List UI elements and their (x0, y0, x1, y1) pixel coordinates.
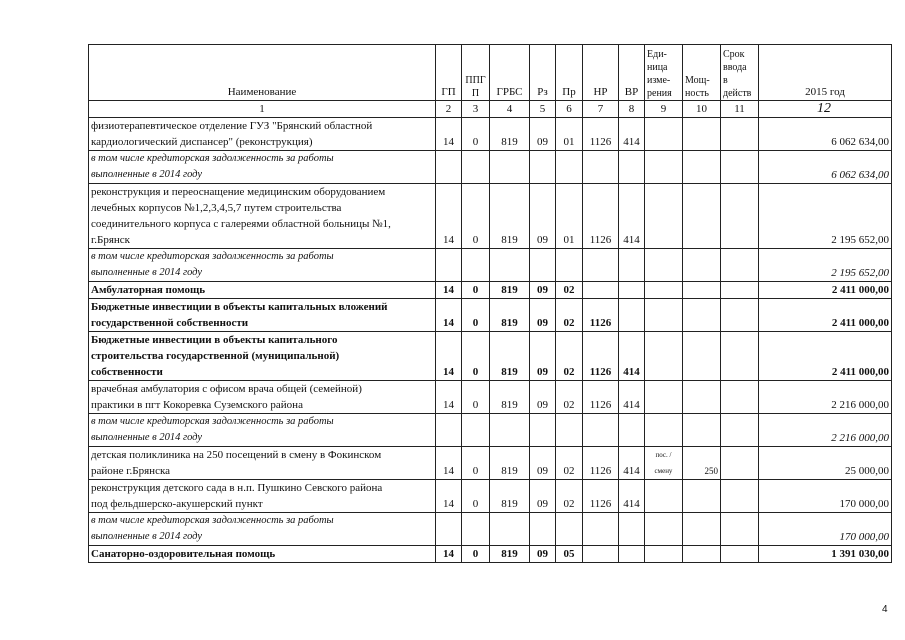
cell-ppg (462, 151, 490, 184)
cell-term (721, 282, 759, 299)
cell-unit: пос. / смену (645, 447, 683, 480)
budget-table (88, 44, 892, 563)
cell-pr (556, 151, 583, 184)
header-nr: НР (583, 45, 619, 101)
row-name-line: государственной собственности (91, 317, 249, 329)
cell-nr (583, 414, 619, 447)
cell-unit (645, 513, 683, 546)
cell-grbs: 819 (490, 480, 530, 513)
cell-grbs (490, 513, 530, 546)
row-name-line: под фельдшерско-акушерский пункт (91, 498, 263, 510)
header-year: 2015 год (759, 45, 892, 101)
cell-rz (530, 249, 556, 282)
row-name (89, 480, 436, 513)
col-num-8: 8 (619, 101, 645, 118)
cell-pr: 02 (556, 282, 583, 299)
cell-unit (645, 381, 683, 414)
row-name-line: г.Брянск (91, 234, 131, 246)
cell-rz: 09 (530, 546, 556, 563)
cell-grbs: 819 (490, 447, 530, 480)
header-capacity: Мощ- ность (683, 45, 721, 101)
column-number-row (89, 101, 892, 118)
cell-amount: 170 000,00 (759, 480, 892, 513)
cell-amount: 170 000,00 (759, 513, 892, 546)
header-vr: ВР (619, 45, 645, 101)
row-name (89, 513, 436, 546)
cell-rz (530, 151, 556, 184)
cell-vr: 414 (619, 447, 645, 480)
cell-ppg: 0 (462, 546, 490, 563)
col-num-1: 1 (89, 101, 436, 118)
cell-ppg: 0 (462, 184, 490, 249)
row-name (89, 546, 436, 563)
col-num-10: 10 (683, 101, 721, 118)
cell-rz: 09 (530, 282, 556, 299)
cell-unit (645, 282, 683, 299)
cell-nr: 1126 (583, 480, 619, 513)
row-name-line: в том числе кредиторская задолженность за работы (91, 153, 334, 164)
cell-ppg: 0 (462, 118, 490, 151)
cell-gp (436, 249, 462, 282)
cell-unit (645, 249, 683, 282)
col-num-5: 5 (530, 101, 556, 118)
header-term: Срок ввода в действ (721, 45, 759, 101)
cell-term (721, 447, 759, 480)
cell-gp: 14 (436, 184, 462, 249)
cell-vr: 414 (619, 184, 645, 249)
table-row (89, 184, 892, 249)
cell-term (721, 249, 759, 282)
cell-pr: 01 (556, 184, 583, 249)
table-row (89, 447, 892, 480)
cell-unit (645, 414, 683, 447)
cell-ppg: 0 (462, 299, 490, 332)
cell-term (721, 299, 759, 332)
table-row (89, 381, 892, 414)
row-name (89, 381, 436, 414)
cell-grbs (490, 249, 530, 282)
row-name-line: в том числе кредиторская задолженность за работы (91, 515, 334, 526)
cell-nr: 1126 (583, 447, 619, 480)
cell-grbs: 819 (490, 282, 530, 299)
cell-gp: 14 (436, 118, 462, 151)
cell-amount: 2 195 652,00 (759, 184, 892, 249)
cell-grbs: 819 (490, 118, 530, 151)
cell-cap (683, 381, 721, 414)
cell-rz (530, 513, 556, 546)
row-name-line: Бюджетные инвестиции в объекты капитального (91, 334, 338, 346)
cell-ppg (462, 513, 490, 546)
header-pr: Пр (556, 45, 583, 101)
cell-cap (683, 151, 721, 184)
row-name-line: лечебных корпусов №1,2,3,4,5,7 путем строительства (91, 202, 342, 214)
row-name (89, 151, 436, 184)
row-name (89, 249, 436, 282)
cell-amount: 2 411 000,00 (759, 332, 892, 381)
cell-nr (583, 151, 619, 184)
row-name-line: реконструкция и переоснащение медицинским оборудованием (91, 186, 386, 198)
cell-term (721, 381, 759, 414)
page-number: 4 (882, 604, 888, 615)
cell-term (721, 332, 759, 381)
cell-pr: 02 (556, 447, 583, 480)
cell-nr (583, 249, 619, 282)
table-row (89, 151, 892, 184)
cell-cap (683, 546, 721, 563)
cell-pr: 02 (556, 381, 583, 414)
cell-vr (619, 546, 645, 563)
cell-cap (683, 299, 721, 332)
cell-cap (683, 480, 721, 513)
cell-nr: 1126 (583, 332, 619, 381)
cell-grbs: 819 (490, 546, 530, 563)
cell-grbs (490, 151, 530, 184)
header-gp: ГП (436, 45, 462, 101)
row-name (89, 184, 436, 249)
cell-gp: 14 (436, 332, 462, 381)
cell-term (721, 151, 759, 184)
cell-unit (645, 118, 683, 151)
cell-term (721, 546, 759, 563)
cell-cap (683, 332, 721, 381)
cell-vr (619, 414, 645, 447)
cell-pr: 02 (556, 299, 583, 332)
cell-pr: 01 (556, 118, 583, 151)
cell-vr (619, 299, 645, 332)
table-row (89, 282, 892, 299)
header-ppg: ППГ П (462, 45, 490, 101)
row-name-line: Амбулаторная помощь (91, 284, 206, 296)
cell-amount: 6 062 634,00 (759, 118, 892, 151)
cell-cap (683, 513, 721, 546)
table-row (89, 546, 892, 563)
cell-vr: 414 (619, 118, 645, 151)
cell-vr (619, 282, 645, 299)
header-row (89, 45, 892, 101)
cell-rz: 09 (530, 332, 556, 381)
row-name-line: физиотерапевтическое отделение ГУЗ "Брянский областной (91, 120, 373, 132)
cell-vr (619, 151, 645, 184)
cell-rz: 09 (530, 299, 556, 332)
cell-nr (583, 282, 619, 299)
cell-pr: 05 (556, 546, 583, 563)
cell-term (721, 414, 759, 447)
cell-ppg: 0 (462, 447, 490, 480)
row-name (89, 414, 436, 447)
header-name: Наименование (89, 45, 436, 101)
cell-cap: 250 (683, 447, 721, 480)
col-num-6: 6 (556, 101, 583, 118)
col-num-12: 12 (759, 101, 892, 118)
cell-nr: 1126 (583, 299, 619, 332)
row-name (89, 118, 436, 151)
cell-ppg: 0 (462, 381, 490, 414)
cell-rz: 09 (530, 118, 556, 151)
cell-term (721, 184, 759, 249)
row-name-line: выполненные в 2014 году (91, 267, 203, 278)
row-name-line: врачебная амбулатория с офисом врача общей (семейной) (91, 383, 362, 395)
cell-gp: 14 (436, 299, 462, 332)
row-name (89, 282, 436, 299)
cell-cap (683, 282, 721, 299)
cell-unit (645, 184, 683, 249)
row-name-line: практики в пгт Кокоревка Суземского района (91, 399, 303, 411)
cell-gp: 14 (436, 282, 462, 299)
cell-rz: 09 (530, 381, 556, 414)
cell-term (721, 118, 759, 151)
table-row (89, 414, 892, 447)
cell-ppg (462, 249, 490, 282)
table-row (89, 118, 892, 151)
cell-unit (645, 546, 683, 563)
col-num-4: 4 (490, 101, 530, 118)
cell-gp (436, 414, 462, 447)
cell-vr: 414 (619, 480, 645, 513)
cell-amount: 2 216 000,00 (759, 381, 892, 414)
cell-pr (556, 513, 583, 546)
col-num-2: 2 (436, 101, 462, 118)
row-name-line: в том числе кредиторская задолженность за работы (91, 251, 334, 262)
header-grbs: ГРБС (490, 45, 530, 101)
cell-gp (436, 151, 462, 184)
cell-ppg (462, 414, 490, 447)
cell-unit (645, 480, 683, 513)
cell-grbs: 819 (490, 381, 530, 414)
col-num-9: 9 (645, 101, 683, 118)
cell-vr: 414 (619, 332, 645, 381)
cell-ppg: 0 (462, 480, 490, 513)
cell-gp: 14 (436, 546, 462, 563)
cell-gp: 14 (436, 447, 462, 480)
cell-rz (530, 414, 556, 447)
row-name-line: районе г.Брянска (91, 465, 171, 477)
cell-rz: 09 (530, 480, 556, 513)
cell-amount: 1 391 030,00 (759, 546, 892, 563)
cell-pr (556, 249, 583, 282)
cell-amount: 2 216 000,00 (759, 414, 892, 447)
col-num-7: 7 (583, 101, 619, 118)
cell-unit (645, 332, 683, 381)
cell-ppg: 0 (462, 282, 490, 299)
cell-cap (683, 118, 721, 151)
cell-vr: 414 (619, 381, 645, 414)
row-name-line: соединительного корпуса с галереями областной больницы №1, (91, 218, 391, 230)
cell-term (721, 480, 759, 513)
cell-cap (683, 414, 721, 447)
row-name-line: собственности (91, 366, 163, 378)
row-name-line: выполненные в 2014 году (91, 531, 203, 542)
cell-vr (619, 513, 645, 546)
table-row (89, 332, 892, 381)
cell-unit (645, 151, 683, 184)
cell-grbs: 819 (490, 332, 530, 381)
row-name (89, 299, 436, 332)
col-num-11: 11 (721, 101, 759, 118)
table-row (89, 249, 892, 282)
cell-amount: 2 411 000,00 (759, 282, 892, 299)
row-name-line: кардиологический диспансер" (реконструкция) (91, 136, 313, 148)
cell-vr (619, 249, 645, 282)
cell-amount: 6 062 634,00 (759, 151, 892, 184)
cell-pr: 02 (556, 332, 583, 381)
row-name-line: строительства государственной (муниципальной) (91, 350, 340, 362)
row-name-line: в том числе кредиторская задолженность за работы (91, 416, 334, 427)
table-row (89, 480, 892, 513)
cell-term (721, 513, 759, 546)
cell-rz: 09 (530, 447, 556, 480)
cell-gp: 14 (436, 480, 462, 513)
cell-cap (683, 184, 721, 249)
row-name-line: реконструкция детского сада в н.п. Пушкино Севского района (91, 482, 383, 494)
cell-gp: 14 (436, 381, 462, 414)
row-name-line: выполненные в 2014 году (91, 169, 203, 180)
cell-nr: 1126 (583, 118, 619, 151)
cell-pr: 02 (556, 480, 583, 513)
cell-grbs: 819 (490, 184, 530, 249)
row-name (89, 447, 436, 480)
cell-amount: 2 411 000,00 (759, 299, 892, 332)
cell-nr (583, 513, 619, 546)
cell-unit (645, 299, 683, 332)
cell-gp (436, 513, 462, 546)
cell-nr (583, 546, 619, 563)
cell-nr: 1126 (583, 184, 619, 249)
table-row (89, 299, 892, 332)
cell-amount: 25 000,00 (759, 447, 892, 480)
row-name-line: выполненные в 2014 году (91, 432, 203, 443)
cell-grbs: 819 (490, 299, 530, 332)
row-name-line: детская поликлиника на 250 посещений в смену в Фокинском (91, 449, 382, 461)
cell-grbs (490, 414, 530, 447)
table-row (89, 513, 892, 546)
header-unit: Еди- ница изме- рения (645, 45, 683, 101)
cell-pr (556, 414, 583, 447)
header-rz: Рз (530, 45, 556, 101)
cell-nr: 1126 (583, 381, 619, 414)
cell-ppg: 0 (462, 332, 490, 381)
cell-amount: 2 195 652,00 (759, 249, 892, 282)
col-num-3: 3 (462, 101, 490, 118)
row-name-line: Бюджетные инвестиции в объекты капитальных вложений (91, 301, 388, 313)
row-name-line: Санаторно-оздоровительная помощь (91, 548, 276, 560)
cell-rz: 09 (530, 184, 556, 249)
cell-cap (683, 249, 721, 282)
row-name (89, 332, 436, 381)
